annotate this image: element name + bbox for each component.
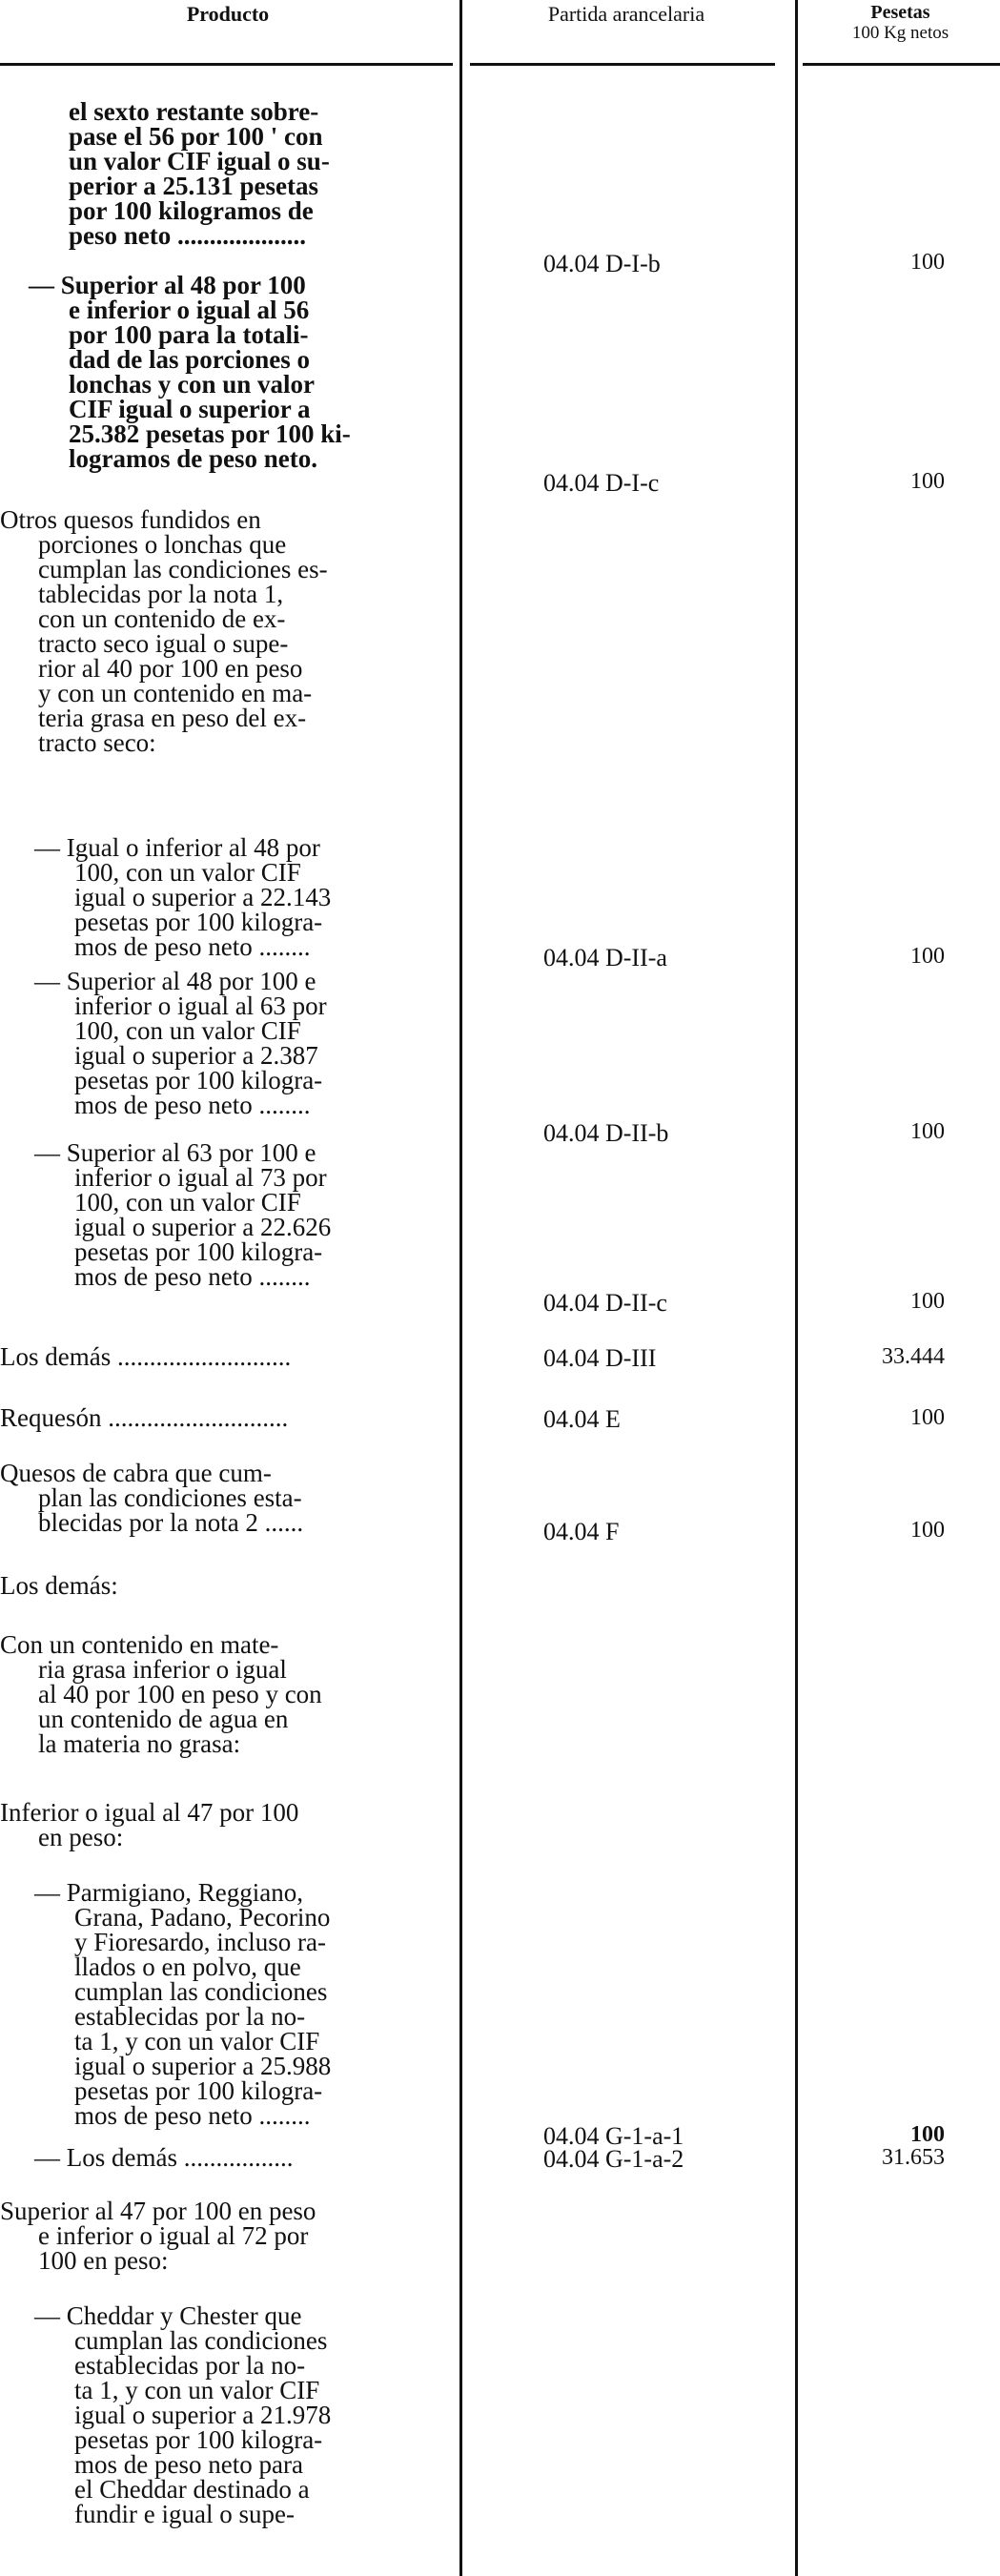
partida-code: 04.04 D-III [543, 1344, 657, 1372]
pesetas-value: 31.653 [882, 2145, 945, 2170]
description-line: fundir e igual o supe- [74, 2500, 295, 2528]
pesetas-value: 33.444 [882, 1344, 945, 1369]
description-line: pesetas por 100 kilogra- [74, 908, 323, 936]
description-line: Los demás: [0, 1571, 118, 1600]
description-line: en peso: [38, 1823, 124, 1851]
description-line: igual o superior a 25.988 [74, 2052, 332, 2080]
description-line: un valor CIF igual o su- [69, 147, 330, 175]
description-line: tablecidas por la nota 1, [38, 580, 284, 608]
description-line: perior a 25.131 pesetas [69, 172, 318, 200]
description-line: — Superior al 63 por 100 e [34, 1138, 316, 1167]
description-line: 100, con un valor CIF [74, 1188, 301, 1216]
description-line: blecidas por la nota 2 ...... [38, 1508, 304, 1537]
description-line: establecidas por la no- [74, 2002, 306, 2031]
partida-code: 04.04 G-1-a-1 [543, 2122, 684, 2150]
pesetas-value: 100 [910, 1289, 945, 1314]
description-line: un contenido de agua en [38, 1705, 289, 1733]
description-line: e inferior o igual al 56 [69, 296, 310, 324]
header-pesetas [801, 2, 1000, 44]
description-line: igual o superior a 21.978 [74, 2401, 332, 2429]
row-description [0, 1800, 452, 1850]
row-description [34, 969, 452, 1117]
description-line: cumplan las condiciones [74, 1977, 328, 2006]
description-line: plan las condiciones esta- [38, 1483, 302, 1512]
description-line: inferior o igual al 63 por [74, 992, 327, 1020]
description-line: el sexto restante sobre- [69, 97, 319, 126]
description-line: — Superior al 48 por 100 e [34, 967, 316, 995]
description-line: Inferior o igual al 47 por 100 [0, 1798, 299, 1827]
description-line: inferior o igual al 73 por [74, 1163, 327, 1192]
description-line: mos de peso neto ........ [74, 932, 311, 961]
row-description [0, 1632, 452, 1756]
description-line: ta 1, y con un valor CIF [74, 2376, 320, 2404]
row-description [34, 1140, 452, 1289]
description-line: logramos de peso neto. [69, 444, 317, 473]
description-line: Con un contenido en mate- [0, 1630, 279, 1659]
description-line: la materia no grasa: [38, 1729, 241, 1758]
partida-code: 04.04 G-1-a-2 [543, 2145, 684, 2173]
description-line: pase el 56 por 100 ' con [69, 122, 323, 151]
description-line: y Fioresardo, incluso ra- [74, 1928, 326, 1956]
description-line: y con un contenido en ma- [38, 679, 313, 707]
description-line: peso neto .................... [69, 221, 306, 250]
pesetas-value: 100 [910, 1518, 945, 1543]
description-line: — Los demás ................. [34, 2143, 294, 2172]
description-line: igual o superior a 22.143 [74, 883, 332, 911]
description-line: Quesos de cabra que cum- [0, 1459, 272, 1487]
description-line: ria grasa inferior o igual [38, 1655, 287, 1684]
description-line: el Cheddar destinado a [74, 2475, 310, 2504]
description-line: ta 1, y con un valor CIF [74, 2027, 320, 2055]
row-description [29, 273, 452, 471]
row-description [0, 2198, 452, 2273]
row-description [0, 1405, 452, 1430]
description-line: CIF igual o superior a [69, 395, 311, 423]
description-line: al 40 por 100 en peso y con [38, 1680, 322, 1708]
description-line: 100, con un valor CIF [74, 858, 301, 887]
partida-code: 04.04 E [543, 1405, 621, 1433]
description-line: mos de peso neto para [74, 2450, 303, 2479]
description-line: — Superior al 48 por 100 [29, 271, 306, 299]
row-description [0, 1573, 452, 1598]
description-line: tracto seco igual o supe- [38, 629, 289, 658]
partida-code: 04.04 D-II-c [543, 1289, 667, 1317]
pesetas-value: 100 [910, 1119, 945, 1144]
header-pesetas-line1: Pesetas [870, 2, 930, 23]
header-rule [803, 63, 1000, 66]
description-line: e inferior o igual al 72 por [38, 2221, 309, 2250]
description-line: Superior al 47 por 100 en peso [0, 2197, 316, 2225]
description-line: porciones o lonchas que [38, 530, 287, 559]
description-line: mos de peso neto ........ [74, 1262, 311, 1291]
description-line: Requesón ............................ [0, 1403, 289, 1432]
column-divider [795, 0, 798, 2576]
description-line: 25.382 pesetas por 100 ki- [69, 419, 351, 448]
partida-code: 04.04 F [543, 1518, 620, 1545]
row-description [0, 507, 452, 755]
description-line: teria grasa en peso del ex- [38, 704, 307, 732]
description-line: Los demás ........................... [0, 1342, 292, 1371]
description-line: tracto seco: [38, 728, 156, 757]
row-description [34, 2145, 452, 2170]
header-partida: Partida arancelaria [547, 2, 705, 26]
pesetas-value: 100 [910, 2122, 945, 2147]
description-line: cumplan las condiciones [74, 2326, 328, 2355]
description-line: mos de peso neto ........ [74, 1091, 311, 1119]
partida-code: 04.04 D-II-b [543, 1119, 669, 1147]
row-description [69, 99, 452, 248]
row-description [34, 1880, 452, 2128]
pesetas-value: 100 [910, 944, 945, 969]
description-line: 100 en peso: [38, 2246, 169, 2275]
row-description [0, 1461, 452, 1535]
description-line: mos de peso neto ........ [74, 2101, 311, 2130]
row-description [34, 2303, 452, 2526]
description-line: llados o en polvo, que [74, 1952, 301, 1981]
description-line: igual o superior a 22.626 [74, 1213, 332, 1241]
description-line: rior al 40 por 100 en peso [38, 654, 303, 683]
description-line: por 100 para la totali- [69, 320, 309, 349]
column-divider [459, 0, 462, 2576]
partida-code: 04.04 D-I-c [543, 469, 660, 497]
description-line: — Cheddar y Chester que [34, 2301, 302, 2330]
description-line: por 100 kilogramos de [69, 196, 314, 225]
description-line: con un contenido de ex- [38, 604, 286, 633]
pesetas-value: 100 [910, 469, 945, 494]
header-producto: Producto [186, 2, 270, 26]
partida-code: 04.04 D-II-a [543, 944, 667, 971]
header-rule [0, 63, 453, 66]
description-line: igual o superior a 2.387 [74, 1041, 318, 1070]
header-rule [470, 63, 775, 66]
description-line: establecidas por la no- [74, 2351, 306, 2380]
partida-code: 04.04 D-I-b [543, 250, 661, 277]
description-line: 100, con un valor CIF [74, 1016, 301, 1045]
description-line: pesetas por 100 kilogra- [74, 2076, 323, 2105]
description-line: pesetas por 100 kilogra- [74, 1237, 323, 1266]
description-line: — Parmigiano, Reggiano, [34, 1878, 303, 1907]
description-line: Otros quesos fundidos en [0, 505, 261, 534]
description-line: — Igual o inferior al 48 por [34, 833, 320, 862]
description-line: cumplan las condiciones es- [38, 555, 328, 583]
pesetas-value: 100 [910, 1405, 945, 1430]
description-line: pesetas por 100 kilogra- [74, 2425, 323, 2454]
row-description [0, 1344, 452, 1369]
description-line: dad de las porciones o [69, 345, 311, 374]
header-pesetas-line2: 100 Kg netos [851, 23, 949, 43]
description-line: pesetas por 100 kilogra- [74, 1066, 323, 1094]
description-line: Grana, Padano, Pecorino [74, 1903, 331, 1932]
row-description [34, 835, 452, 959]
pesetas-value: 100 [910, 250, 945, 275]
description-line: lonchas y con un valor [69, 370, 316, 399]
